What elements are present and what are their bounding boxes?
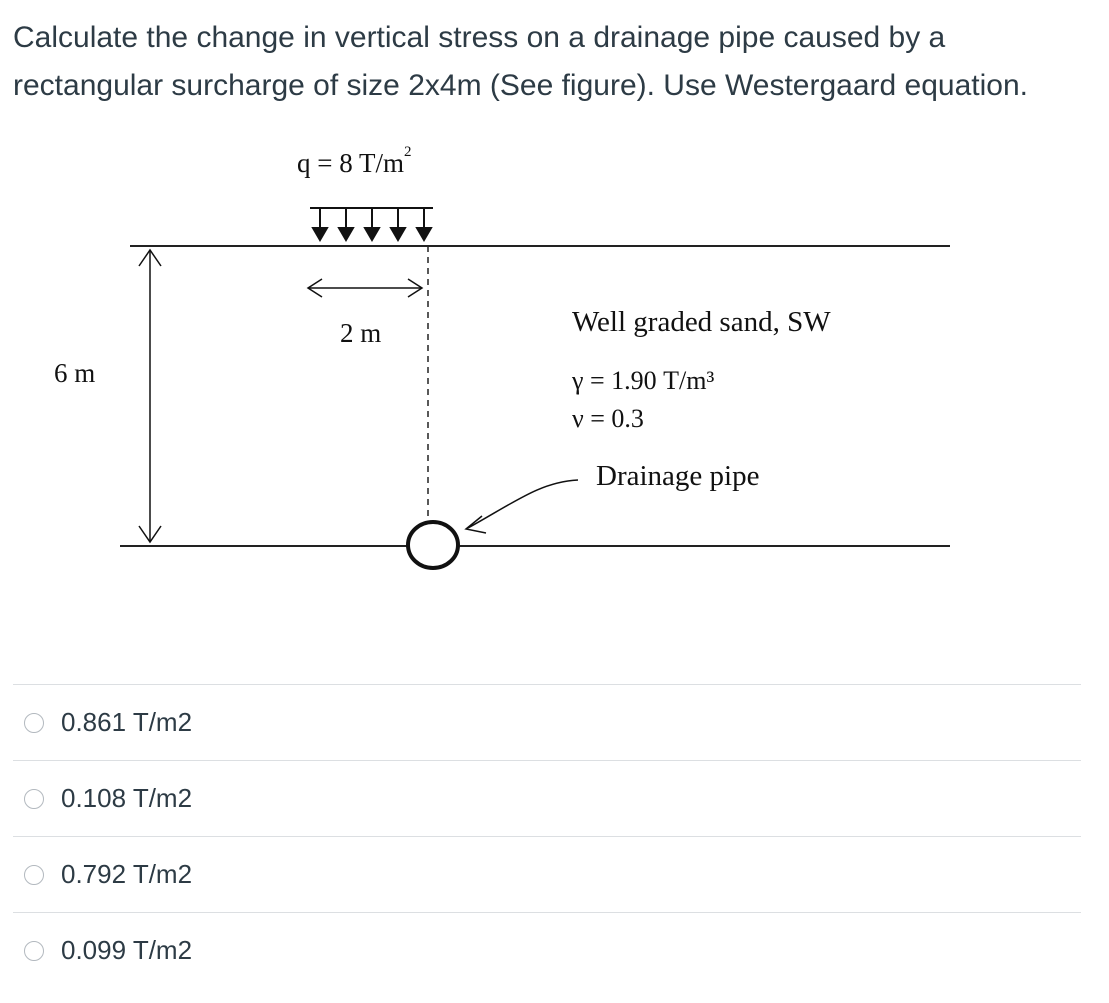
width-dimension-arrow: [308, 279, 422, 297]
drainage-pipe-icon: [408, 522, 458, 568]
answer-label: 0.861 T/m2: [61, 707, 193, 737]
load-exponent: 2: [404, 144, 412, 160]
answer-option[interactable]: [13, 912, 1081, 988]
question-text: Calculate the change in vertical stress on a drainage pipe caused by a rectangular surcharge of size 2x4m (See figure). Use Westergaard equation.: [13, 21, 1028, 102]
load-arrows: [310, 208, 433, 240]
answer-label: 0.792 T/m2: [61, 859, 193, 889]
problem-figure: [0, 130, 1109, 590]
answer-option[interactable]: [13, 760, 1081, 836]
answer-option[interactable]: [13, 684, 1081, 760]
radio-button[interactable]: [24, 941, 44, 961]
width-label: 2 m: [340, 318, 382, 348]
radio-button[interactable]: [24, 713, 44, 733]
radio-button[interactable]: [24, 865, 44, 885]
answer-list: [13, 684, 1081, 988]
soil-name-label: Well graded sand, SW: [572, 306, 831, 338]
drainage-pipe-label: Drainage pipe: [596, 460, 760, 492]
answer-label: 0.099 T/m2: [61, 935, 193, 965]
depth-label: 6 m: [54, 358, 96, 388]
answer-option[interactable]: [13, 836, 1081, 912]
soil-diagram: [0, 130, 1109, 590]
unit-weight-label: γ = 1.90 T/m³: [572, 366, 715, 395]
answer-label: 0.108 T/m2: [61, 783, 193, 813]
load-label: q = 8 $T/m^2$: [297, 144, 412, 178]
radio-button[interactable]: [24, 789, 44, 809]
pipe-leader-arrow: [466, 480, 578, 533]
poisson-ratio-label: ν = 0.3: [572, 404, 644, 433]
depth-dimension-arrow: [139, 250, 161, 542]
